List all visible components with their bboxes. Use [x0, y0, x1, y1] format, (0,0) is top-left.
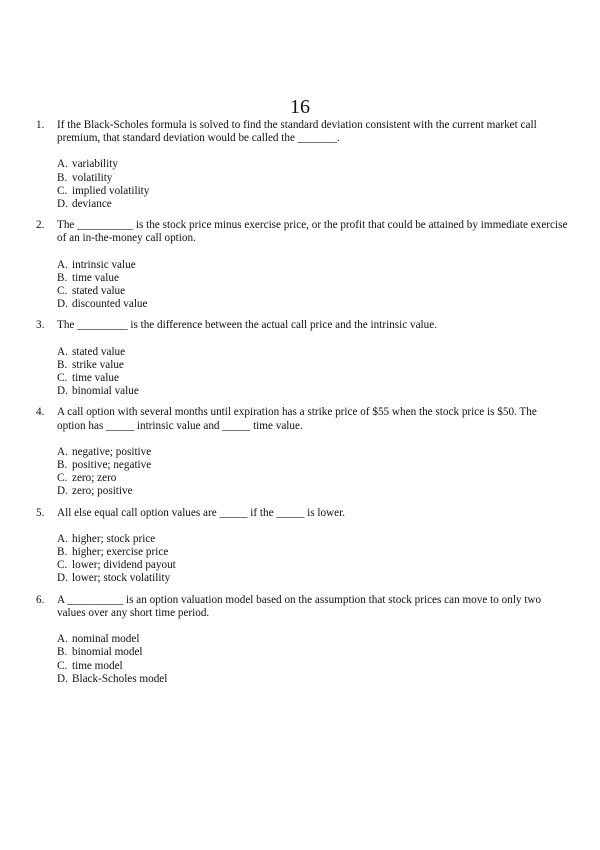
answer-option-b: [57, 546, 568, 559]
option-text: time value: [72, 271, 119, 284]
option-letter: D.: [57, 485, 68, 498]
question-stem: [36, 594, 568, 620]
question-number: 4.: [36, 406, 45, 419]
question-1: [36, 119, 568, 211]
question-number: 5.: [36, 506, 45, 519]
answer-option-d: [57, 572, 568, 585]
answer-option-c: [57, 285, 568, 298]
option-letter: C.: [57, 659, 68, 672]
question-number: 1.: [36, 119, 45, 131]
option-letter: C.: [57, 184, 68, 197]
option-text: binomial value: [72, 385, 139, 398]
question-text: A call option with several months until expiration has a strike price of $55 when the stock price is $50. The option has _____ intrinsic value and _____ time value.: [57, 406, 537, 432]
answer-option-d: [57, 485, 568, 498]
question-6: [36, 594, 568, 686]
option-text: discounted value: [72, 298, 148, 311]
option-text: lower; dividend payout: [72, 559, 176, 572]
option-text: deviance: [72, 198, 112, 211]
answer-option-c: [57, 372, 568, 385]
option-letter: C.: [57, 285, 68, 298]
answer-option-c: [57, 472, 568, 485]
answer-option-b: [57, 459, 568, 472]
question-3: [36, 319, 568, 398]
question-text: The __________ is the stock price minus exercise price, or the profit that could be attained by immediate exercise of an in-the-money call option.: [57, 219, 568, 245]
question-stem: [36, 406, 568, 432]
answer-option-d: [57, 298, 568, 311]
option-letter: B.: [57, 459, 68, 472]
option-text: variability: [72, 158, 118, 171]
answer-option-a: [57, 259, 568, 272]
option-text: higher; stock price: [72, 532, 156, 545]
option-letter: B.: [57, 358, 68, 371]
option-letter: C.: [57, 472, 68, 485]
answer-option-a: [57, 158, 568, 171]
option-text: stated value: [72, 285, 126, 298]
question-stem: [36, 219, 568, 245]
answer-option-d: [57, 673, 568, 686]
option-letter: B.: [57, 271, 68, 284]
option-text: lower; stock volatility: [72, 572, 171, 585]
question-text: If the Black-Scholes formula is solved to find the standard deviation consistent with the current market call premium, that standard deviation would be called the _______.: [57, 119, 537, 145]
option-text: Black-Scholes model: [72, 672, 168, 685]
option-letter: D.: [57, 298, 68, 311]
question-stem: [36, 507, 568, 520]
answer-option-d: [57, 198, 568, 211]
question-stem: [36, 319, 568, 332]
answer-option-c: [57, 559, 568, 572]
option-letter: B.: [57, 646, 68, 659]
answer-option-d: [57, 385, 568, 398]
answer-options: [57, 346, 568, 399]
option-text: binomial model: [72, 646, 143, 659]
option-letter: A.: [57, 445, 68, 458]
option-text: time model: [72, 659, 123, 672]
option-text: zero; zero: [72, 472, 117, 485]
option-letter: C.: [57, 559, 68, 572]
option-letter: A.: [57, 633, 68, 646]
answer-options: [57, 533, 568, 586]
option-letter: D.: [57, 672, 68, 685]
question-stem: [36, 119, 568, 145]
option-text: volatility: [72, 171, 113, 184]
option-letter: A.: [57, 532, 68, 545]
answer-option-a: [57, 533, 568, 546]
option-text: zero; positive: [72, 485, 133, 498]
answer-option-b: [57, 359, 568, 372]
question-number: 3.: [36, 319, 45, 332]
answer-option-a: [57, 346, 568, 359]
answer-option-c: [57, 185, 568, 198]
option-text: strike value: [72, 358, 124, 371]
question-number: 6.: [36, 593, 45, 606]
option-text: time value: [72, 372, 119, 385]
option-letter: A.: [57, 258, 68, 271]
question-text: All else equal call option values are _____ if the _____ is lower.: [57, 506, 346, 519]
answer-option-b: [57, 646, 568, 659]
option-letter: D.: [57, 572, 68, 585]
option-letter: D.: [57, 198, 68, 211]
question-5: [36, 507, 568, 586]
option-letter: C.: [57, 372, 68, 385]
answer-option-c: [57, 660, 568, 673]
answer-options: [57, 446, 568, 499]
option-text: stated value: [72, 345, 126, 358]
question-text: The _________ is the difference between the actual call price and the intrinsic value.: [57, 319, 438, 332]
answer-option-a: [57, 446, 568, 459]
option-letter: A.: [57, 158, 68, 171]
option-text: negative; positive: [72, 445, 152, 458]
question-2: [36, 219, 568, 311]
option-text: nominal model: [72, 633, 140, 646]
answer-option-b: [57, 272, 568, 285]
option-letter: B.: [57, 546, 68, 559]
question-number: 2.: [36, 219, 45, 232]
answer-options: [57, 158, 568, 211]
option-letter: B.: [57, 171, 68, 184]
answer-option-a: [57, 633, 568, 646]
question-4: [36, 406, 568, 498]
option-text: intrinsic value: [72, 258, 136, 271]
option-letter: A.: [57, 345, 68, 358]
answer-options: [57, 633, 568, 686]
answer-options: [57, 259, 568, 312]
question-text: A __________ is an option valuation model based on the assumption that stock prices can move to only two values over any short time period.: [57, 593, 542, 619]
option-text: higher; exercise price: [72, 546, 169, 559]
page-number: 16: [290, 96, 310, 118]
option-text: positive; negative: [72, 459, 152, 472]
option-text: implied volatility: [72, 184, 150, 197]
answer-option-b: [57, 172, 568, 185]
question-list: [36, 119, 568, 694]
option-letter: D.: [57, 385, 68, 398]
